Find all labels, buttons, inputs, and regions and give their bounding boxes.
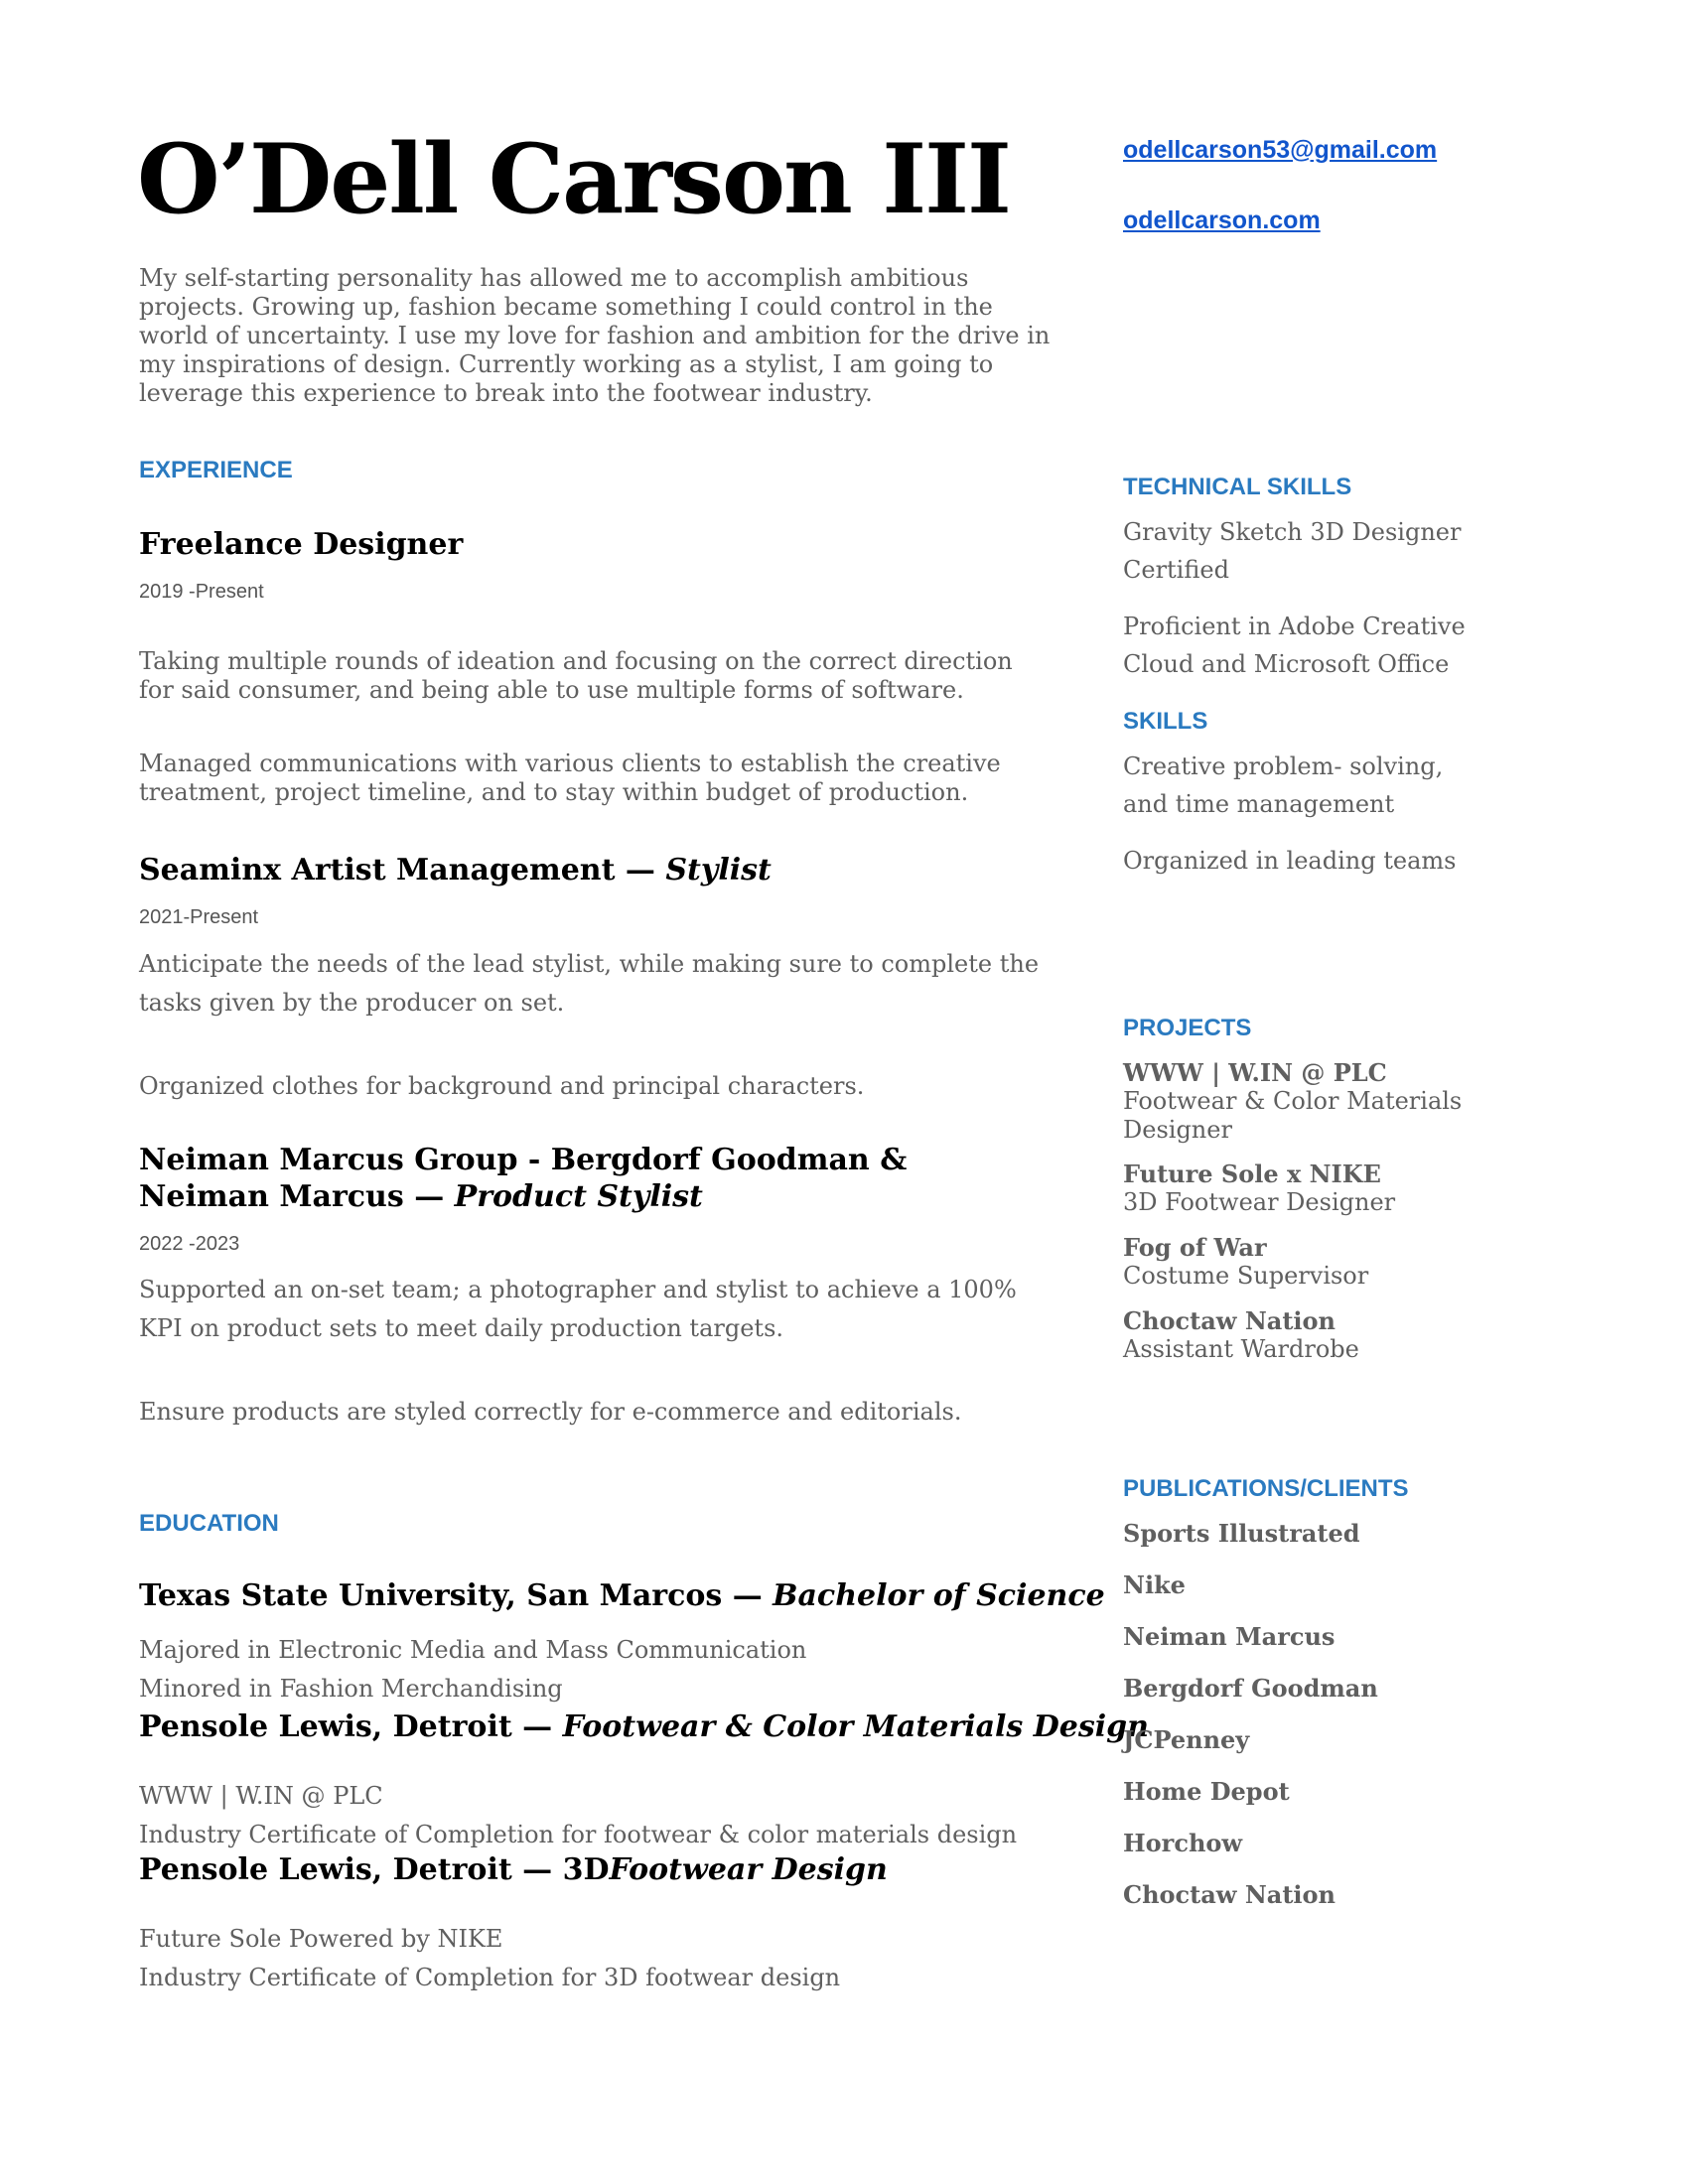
project-item — [1123, 1058, 1480, 1145]
job-title-separator: — — [403, 1179, 455, 1214]
job-bullet: Managed communications with various clients to establish the creative treatment, project timeline, and to stay within budget of production. — [139, 750, 1001, 806]
education-entry-title — [139, 1709, 1149, 1744]
school-name: Pensole Lewis, — [139, 1852, 383, 1887]
client-item: Home Depot — [1123, 1777, 1290, 1806]
client-item: JCPenney — [1123, 1725, 1250, 1754]
summary-paragraph: My self-starting personality has allowed me to accomplish ambitious projects. Growing up, fashion became something I could control in the world of uncertainty. I use my love for fashion and ambition for the drive in my inspirations of design. Currently working as a stylist, I am going to leverage this experience to break into the footwear industry. — [139, 264, 1051, 407]
client-item: Bergdorf Goodman — [1123, 1674, 1378, 1703]
education-line: Industry Certificate of Completion for 3D footwear design — [139, 1964, 841, 1991]
job-bullet: Anticipate the needs of the lead stylist, while making sure to complete the tasks given by the producer on set. — [139, 950, 1040, 1017]
job-title — [139, 852, 772, 888]
degree: Footwear Design — [609, 1852, 888, 1887]
school-location: Detroit — [382, 1709, 512, 1744]
experience-heading: EXPERIENCE — [139, 457, 293, 483]
client-item: Nike — [1123, 1570, 1186, 1599]
education-line: Majored in Electronic Media and Mass Communication — [139, 1636, 807, 1664]
publications-heading: PUBLICATIONS/CLIENTS — [1123, 1475, 1409, 1502]
project-title: Future Sole x NIKE — [1123, 1160, 1381, 1188]
education-separator: — — [511, 1709, 563, 1744]
project-role: Footwear & Color Materials Designer — [1123, 1087, 1463, 1144]
project-title: WWW | W.IN @ PLC — [1123, 1058, 1387, 1087]
project-item — [1123, 1160, 1480, 1217]
education-line: Industry Certificate of Completion for footwear & color materials design — [139, 1821, 1018, 1848]
client-item: Neiman Marcus — [1123, 1622, 1336, 1651]
degree: Footwear & Color Materials Design — [562, 1709, 1149, 1744]
project-item — [1123, 1306, 1480, 1364]
education-heading: EDUCATION — [139, 1510, 279, 1537]
job-title-text: Freelance Designer — [139, 527, 464, 562]
school-location: San Marcos — [515, 1578, 723, 1613]
job-title-separator: — — [615, 853, 666, 887]
email-link[interactable]: odellcarson53@gmail.com — [1123, 136, 1438, 164]
job-dates: 2021-Present — [139, 906, 259, 928]
degree: Bachelor of Science — [773, 1578, 1105, 1613]
project-title: Choctaw Nation — [1123, 1306, 1336, 1335]
project-role: Costume Supervisor — [1123, 1262, 1369, 1290]
job-bullet: Taking multiple rounds of ideation and focusing on the correct direction for said consumer, and being able to use multiple forms of software. — [139, 647, 1013, 704]
website-link[interactable]: odellcarson.com — [1123, 206, 1321, 234]
job-dates: 2019 -Present — [139, 581, 264, 603]
education-line: Future Sole Powered by NIKE — [139, 1925, 503, 1953]
project-title: Fog of War — [1123, 1233, 1267, 1262]
technical-skills-heading: TECHNICAL SKILLS — [1123, 474, 1352, 500]
education-line: WWW | W.IN @ PLC — [139, 1782, 383, 1810]
project-item — [1123, 1233, 1480, 1291]
job-role: Stylist — [665, 853, 772, 887]
school-location: Detroit — [382, 1852, 512, 1887]
job-bullet: Supported an on-set team; a photographer and stylist to achieve a 100% KPI on product sets to meet daily production targets. — [139, 1276, 1017, 1342]
job-title — [139, 526, 463, 563]
client-item: Horchow — [1123, 1829, 1243, 1857]
technical-skill-item: Gravity Sketch 3D Designer Certified — [1123, 518, 1462, 584]
job-title — [139, 1142, 993, 1215]
job-bullet: Ensure products are styled correctly for e-commerce and editorials. — [139, 1398, 962, 1426]
school-name: Pensole Lewis, — [139, 1709, 383, 1744]
projects-heading: PROJECTS — [1123, 1015, 1252, 1041]
job-title-text: Neiman Marcus Group - Bergdorf Goodman & Neiman Marcus — [139, 1143, 908, 1214]
education-line: Minored in Fashion Merchandising — [139, 1675, 563, 1703]
education-entry-title — [139, 1578, 1105, 1613]
education-separator: — — [511, 1852, 563, 1887]
technical-skill-item: Proficient in Adobe Creative Cloud and Microsoft Office — [1123, 613, 1466, 678]
client-item: Sports Illustrated — [1123, 1519, 1360, 1548]
education-separator: — — [722, 1578, 774, 1613]
skills-heading: SKILLS — [1123, 708, 1208, 735]
skill-item: Organized in leading teams — [1123, 847, 1457, 875]
project-role: 3D Footwear Designer — [1123, 1188, 1396, 1216]
education-entry-title — [139, 1852, 888, 1887]
client-item: Choctaw Nation — [1123, 1880, 1336, 1909]
project-role: Assistant Wardrobe — [1123, 1335, 1359, 1363]
job-role: Product Stylist — [454, 1179, 703, 1214]
degree-prefix: 3D — [562, 1852, 610, 1887]
job-dates: 2022 -2023 — [139, 1233, 240, 1255]
job-bullet: Organized clothes for background and principal characters. — [139, 1072, 865, 1100]
job-title-text: Seaminx Artist Management — [139, 853, 616, 887]
skill-item: Creative problem- solving, and time management — [1123, 752, 1444, 818]
school-name: Texas State University, — [139, 1578, 516, 1613]
resume-name: O’Dell Carson III — [137, 123, 1010, 235]
